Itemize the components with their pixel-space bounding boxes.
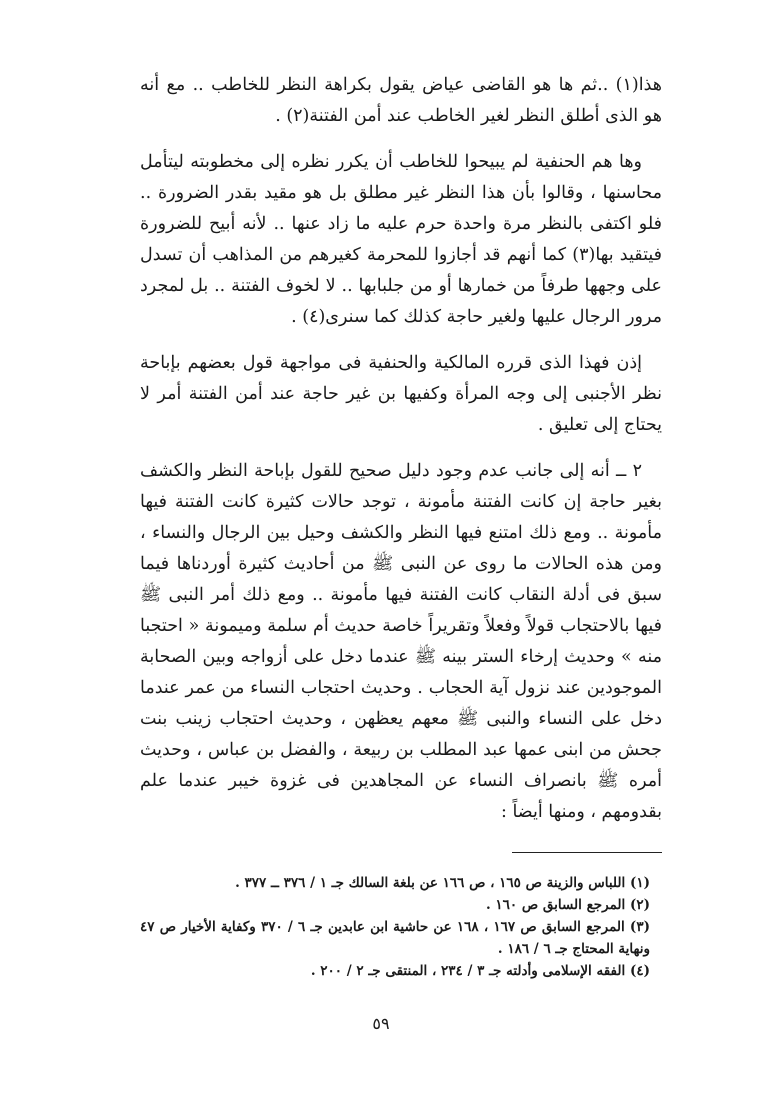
- paragraph-1: هذا(١) ..ثم ها هو القاضى عياض يقول بكراهة النظر للخاطب .. مع أنه هو الذى أطلق النظر لغير الخاطب عند أمن الفتنة(٢) .: [140, 75, 662, 126]
- page-number: ٥٩: [372, 1014, 390, 1033]
- footnote-divider: [512, 852, 662, 853]
- footnote-3: (٣) المرجع السابق ص ١٦٧ ، ١٦٨ عن حاشية ابن عابدين جـ ٦ / ٣٧٠ وكفاية الأخيار ص ٤٧ ونهاية المحتاج جـ ٦ / ١٨٦ .: [140, 919, 650, 957]
- paragraph-3: إذن فهذا الذى قرره المالكية والحنفية فى مواجهة قول بعضهم بإباحة نظر الأجنبى إلى وجه المرأة وكفيها بن غير حاجة عند أمن الفتنة أمر لا يحتاج إلى تعليق .: [140, 353, 662, 435]
- footnote-4: (٤) الفقه الإسلامى وأدلته جـ ٣ / ٢٣٤ ، المنتقى جـ ٢ / ٢٠٠ .: [310, 963, 650, 979]
- footnote-1: (١) اللباس والزينة ص ١٦٥ ، ص ١٦٦ عن بلغة السالك جـ ١ / ٣٧٦ ــ ٣٧٧ .: [235, 875, 650, 891]
- paragraph-4: ٢ ــ أنه إلى جانب عدم وجود دليل صحيح للقول بإباحة النظر والكشف بغير حاجة إن كانت الفتنة مأمونة ، توجد حالات كثيرة كانت الفتنة فيها مأمونة .. ومع ذلك امتنع فيها النظر والكشف وحيل بين الرجال والنساء ، ومن هذه الحالات ما روى عن النبى ﷺ من أحاديث كثيرة أوردناها فيما سبق فى أدلة النقاب كانت الفتنة فيها مأمونة .. ومع ذلك أمر النبى ﷺ فيها بالاحتجاب قولاً وفعلاً وتقريراً خاصة حديث أم سلمة وميمونة « احتجبا منه » وحديث إرخاء الستر بينه ﷺ عندما دخل على أزواجه وبين الصحابة الموجودين عند نزول آية الحجاب . وحديث احتجاب النساء من عمر عندما دخل على النساء والنبى ﷺ معهم يعظهن ، وحديث احتجاب زينب بنت جحش من ابنى عمها عبد المطلب بن ربيعة ، والفضل بن عباس ، وحديث أمره ﷺ بانصراف النساء عن المجاهدين فى غزوة خيبر عندما علم بقدومهم ، ومنها أيضاً :: [140, 461, 662, 822]
- main-text: [140, 70, 662, 843]
- footnote-2: (٢) المرجع السابق ص ١٦٠ .: [485, 897, 650, 913]
- paragraph-2: وها هم الحنفية لم يبيحوا للخاطب أن يكرر نظره إلى مخطوبته ليتأمل محاسنها ، وقالوا بأن هذا النظر غير مطلق بل هو مقيد بقدر الضرورة .. فلو اكتفى بالنظر مرة واحدة حرم عليه ما زاد عنها .. لأنه أبيح للضرورة فيتقيد بها(٣) كما أنهم قد أجازوا للمحرمة كغيرهم من المذاهب أن تسدل على وجهها طرفاً من خمارها أو من جلبابها .. لا لخوف الفتنة .. بل لمجرد مرور الرجال عليها ولغير حاجة كذلك كما سنرى(٤) .: [140, 152, 663, 327]
- footnotes: [140, 872, 650, 982]
